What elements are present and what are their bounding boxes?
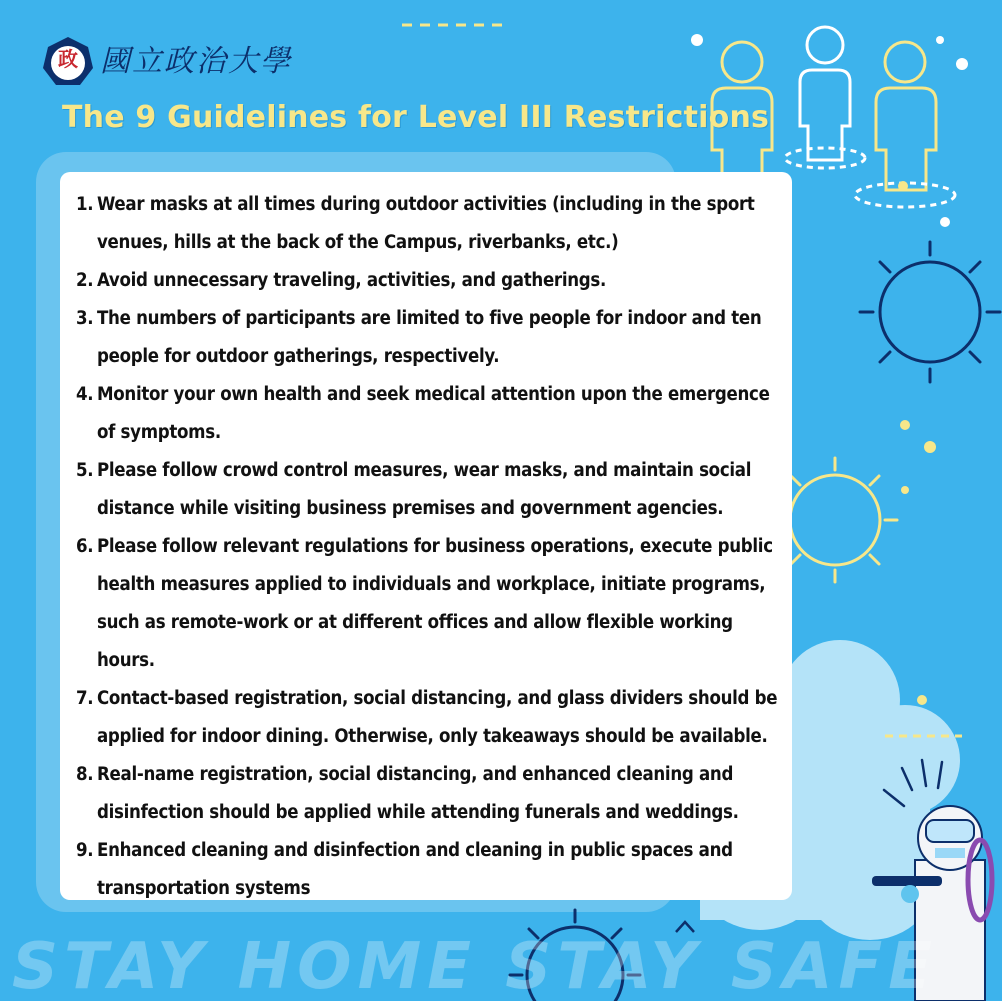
guideline-text: Wear masks at all times during outdoor activities (including in the sport venues, hills at the back of the Campus, riverbanks, etc.): [97, 194, 755, 253]
guideline-item: [76, 186, 788, 262]
guideline-item: [76, 376, 788, 452]
guideline-number: 2.: [76, 270, 94, 291]
guideline-text: Please follow relevant regulations for business operations, execute public health measures applied to individuals and workplace, initiate programs, such as remote-work or at different offices and allow flexible working hours.: [97, 536, 773, 671]
virus-gear-icon: [860, 242, 1000, 382]
guideline-number: 7.: [76, 688, 94, 709]
guideline-number: 3.: [76, 308, 94, 329]
stay-home-slogan: STAY HOME STAY SAFE: [12, 930, 938, 1001]
university-seal-text: 政: [58, 47, 78, 71]
page-title: The 9 Guidelines for Level III Restrictions: [62, 100, 770, 135]
guideline-number: 4.: [76, 384, 94, 405]
decor-dots-yellow: [900, 420, 936, 705]
guideline-text: The numbers of participants are limited to five people for indoor and ten people for outdoor gatherings, respectively.: [97, 308, 762, 367]
guideline-text: Enhanced cleaning and disinfection and cleaning in public spaces and transportation systems: [97, 840, 733, 899]
guideline-item: [76, 452, 788, 528]
university-name: 國立政治大學: [100, 44, 292, 79]
guideline-item: [76, 528, 788, 680]
guideline-item: [76, 756, 788, 832]
guideline-number: 9.: [76, 840, 94, 861]
guideline-number: 8.: [76, 764, 94, 785]
guideline-number: 5.: [76, 460, 94, 481]
guidelines-list: [76, 186, 788, 908]
guideline-text: Real-name registration, social distancing, and enhanced cleaning and disinfection should be applied while attending funerals and weddings.: [97, 764, 739, 823]
guideline-text: Avoid unnecessary traveling, activities, and gatherings.: [97, 270, 607, 291]
guideline-text: Contact-based registration, social distancing, and glass dividers should be applied for indoor dining. Otherwise, only takeaways should be available.: [97, 688, 778, 747]
guideline-item: [76, 832, 788, 908]
guideline-item: [76, 300, 788, 376]
guideline-item: [76, 680, 788, 756]
guideline-text: Monitor your own health and seek medical attention upon the emergence of symptoms.: [97, 384, 770, 443]
guideline-number: 1.: [76, 194, 94, 215]
guideline-text: Please follow crowd control measures, wear masks, and maintain social distance while visiting business premises and government agencies.: [97, 460, 752, 519]
guideline-item: [76, 262, 788, 300]
guideline-number: 6.: [76, 536, 94, 557]
